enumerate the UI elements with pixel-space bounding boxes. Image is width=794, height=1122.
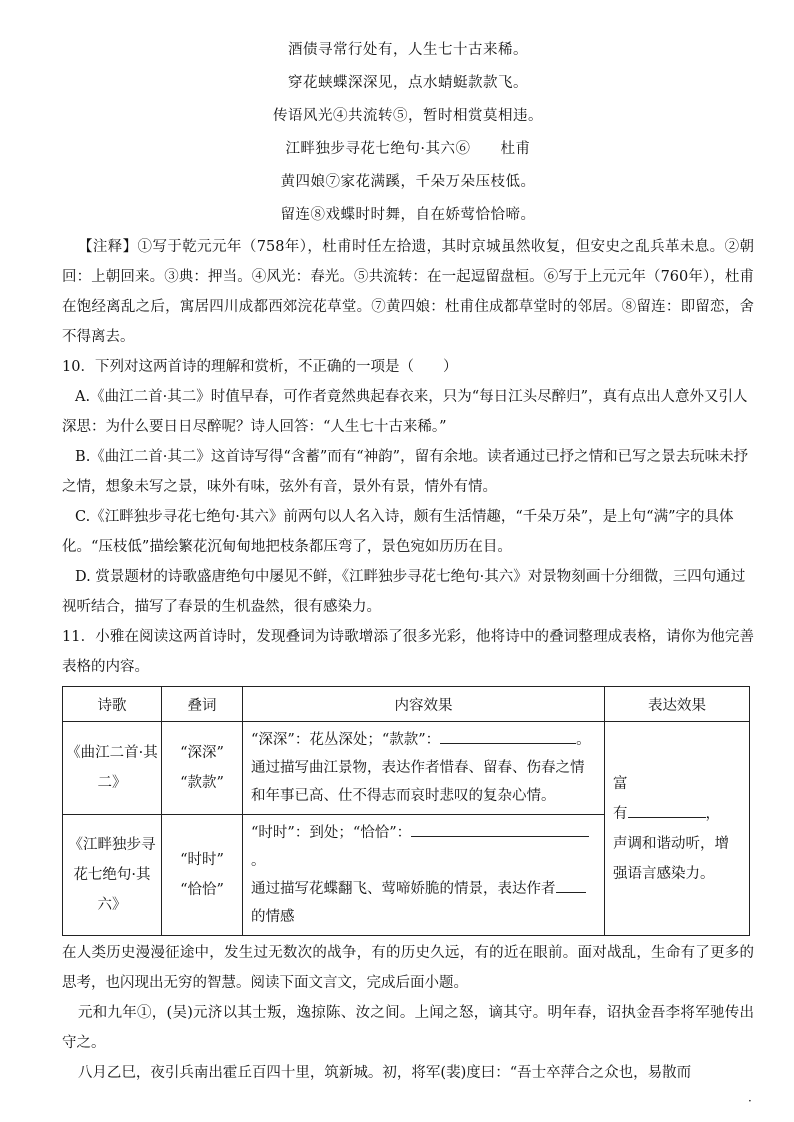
poem-line: 穿花蛱蝶深深见，点水蜻蜓款款飞。	[288, 75, 528, 91]
footer-mark: ·	[748, 1094, 752, 1108]
header-content-effect: 内容效果	[243, 687, 605, 722]
row1-content: “深深”：花丛深处；“款款”： 。 通过描写曲江景物，表达作者惜春、留春、伤春之情和年事已高、仕不得志而哀时悲叹的复杂心情。	[243, 722, 605, 815]
row2-poem: 《江畔独步寻花七绝句·其六》	[63, 815, 162, 936]
expression-effect-cell: 富 有 ， 声调和谐动听，增强语言感染力。	[605, 722, 750, 936]
table-row	[63, 722, 750, 815]
header-expression-effect: 表达效果	[605, 687, 750, 722]
poem-line: 留连⑧戏蝶时时舞，自在娇莺恰恰啼。	[280, 207, 536, 223]
poem-block	[62, 34, 754, 232]
annotation-note: 【注释】①写于乾元元年（758年），杜甫时任左拾遗，其时京城虽然收复，但安史之乱兵革未息。②朝回：上朝回来。③典：押当。④风光：春光。⑤共流转：在一起逗留盘桓。⑥写于上元元年（760年），杜甫在饱经离乱之后，寓居四川成都西郊浣花草堂。⑦黄四娘：杜甫住成都草堂时的邻居。⑧留连：即留恋，舍不得离去。	[62, 239, 754, 345]
poem-title-line: 江畔独步寻花七绝句·其六⑥ 杜甫	[285, 141, 531, 157]
option-c: C.《江畔独步寻花七绝句·其六》前两句以人名入诗，颇有生活情趣，“千朵万朵”，是上句“满”字的具体化。“压枝低”描绘繁花沉甸甸地把枝条都压弯了，景色宛如历历在目。	[62, 509, 734, 555]
page-content	[62, 34, 754, 1088]
question-10-stem: 10．下列对这两首诗的理解和赏析，不正确的一项是（ ）	[62, 359, 458, 375]
row2-words: “时时” “恰恰”	[162, 815, 243, 936]
question-11-stem: 11．小雅在阅读这两首诗时，发现叠词为诗歌增添了很多光彩，他将诗中的叠词整理成表格，请你为他完善表格的内容。	[62, 629, 754, 675]
option-b: B.《曲江二首·其二》这首诗写得“含蓄”而有“神韵”，留有余地。读者通过已抒之情和已写之景去玩味未抒之情，想象未写之景，味外有味，弦外有音，景外有景，情外有情。	[62, 449, 749, 495]
passage-paragraph: 元和九年①，(吴)元济以其士叛，逸掠陈、汝之间。上闻之怒，谪其守。明年春，诏执金吾李将军驰传出守之。	[62, 1005, 754, 1051]
poem-line: 酒债寻常行处有，人生七十古来稀。	[288, 42, 528, 58]
header-poem: 诗歌	[63, 687, 162, 722]
answer-blank[interactable]	[556, 878, 586, 893]
answer-blank[interactable]	[628, 803, 706, 818]
table-header-row	[63, 687, 750, 722]
passage-paragraph: 八月乙巳，夜引兵南出霍丘百四十里，筑新城。初，将军(裴)度曰：“吾士卒萍合之众也，易散而	[77, 1065, 692, 1081]
option-a: A.《曲江二首·其二》时值早春，可作者竟然典起春衣来，只为“每日江头尽醉归”，真有点出人意外又引人深思：为什么要日日尽醉呢？诗人回答：“人生七十古来稀。”	[62, 389, 748, 435]
option-d: D. 赏景题材的诗歌盛唐绝句中屡见不鲜，《江畔独步寻花七绝句·其六》对景物刻画十分细微，三四句通过视听结合，描写了春景的生机盎然，很有感染力。	[62, 569, 746, 615]
poem-line: 黄四娘⑦家花满蹊，千朵万朵压枝低。	[280, 174, 536, 190]
header-words: 叠词	[162, 687, 243, 722]
reading-intro: 在人类历史漫漫征途中，发生过无数次的战争，有的历史久远，有的近在眼前。面对战乱，生命有了更多的思考，也闪现出无穷的智慧。阅读下面文言文，完成后面小题。	[62, 945, 754, 991]
row1-words: “深深” “款款”	[162, 722, 243, 815]
answer-blank[interactable]	[440, 729, 576, 744]
row2-content: “时时”：到处；“恰恰”：。 通过描写花蝶翻飞、莺啼娇脆的情景，表达作者 的情感	[243, 815, 605, 936]
reduplication-table	[62, 686, 750, 936]
answer-blank[interactable]	[411, 822, 589, 837]
row1-poem: 《曲江二首·其二》	[63, 722, 162, 815]
poem-line: 传语风光④共流转⑤，暂时相赏莫相违。	[273, 108, 543, 124]
